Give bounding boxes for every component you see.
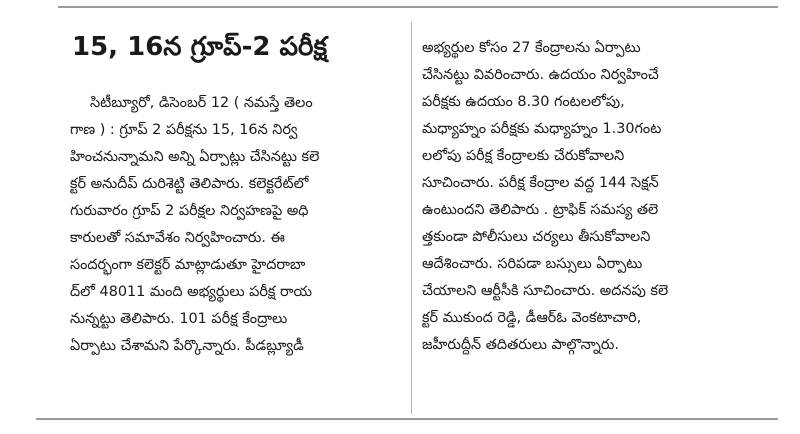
left-column: [70, 90, 406, 360]
left-line-7: సందర్భంగా కలెక్టర్ మాట్లాడుతూ హైదరాబా: [70, 257, 306, 273]
right-line-11: క్టర్ ముకుంద రెడ్డి, డీఆర్ఓ వెంకటాచారి,: [422, 310, 642, 326]
left-line-6: కారులతో సమావేశం నిర్వహించారు. ఈ: [70, 230, 285, 246]
left-line-1: సిటీబ్యూరో, డిసెంబర్ 12 ( నమస్తే తెలం: [90, 95, 313, 111]
right-line-5: లలోపు పరీక్ష కేంద్రాలకు చేరుకోవాలని: [422, 148, 625, 164]
right-line-9: ఆదేశించారు. సరిపడా బస్సులు ఏర్పాటు: [422, 256, 643, 272]
left-line-8: ద్‌లో 48011 మంది అభ్యర్థులు పరీక్ష రాయ: [70, 284, 313, 300]
right-line-10: చేయాలని ఆర్టీసీకి సూచించారు. అదనపు కలె: [422, 283, 669, 299]
right-line-1: అభ్యర్థుల కోసం 27 కేంద్రాలను ఏర్పాటు: [422, 40, 641, 56]
right-line-8: త్తకుండా పోలీసులు చర్యలు తీసుకోవాలని: [422, 229, 651, 245]
right-line-3: పరీక్షకు ఉదయం 8.30 గంటలలోపు,: [422, 94, 625, 110]
top-rule: [58, 6, 778, 8]
left-line-5: గురువారం గ్రూప్ 2 పరీక్షల నిర్వహణపై అధి: [70, 203, 309, 219]
right-line-7: ఉంటుందని తెలిపారు . ట్రాఫిక్ సమస్య తలె: [422, 202, 659, 218]
left-line-9: నున్నట్టు తెలిపారు. 101 పరీక్ష కేంద్రాలు: [70, 311, 288, 327]
left-line-3: హించనున్నామని అన్ని ఏర్పాట్లు చేసినట్టు కలె: [70, 149, 320, 165]
right-line-12: జహీరుద్దీన్ తదితరులు పాల్గొన్నారు.: [422, 337, 619, 353]
right-line-4: మధ్యాహ్నం పరీక్షకు మధ్యాహ్నం 1.30గంట: [422, 121, 662, 137]
right-line-6: సూచించారు. పరీక్ష కేంద్రాల వద్ద 144 సెక్షన్: [422, 175, 659, 191]
bottom-rule: [36, 418, 778, 420]
left-line-2: గాణ ) : గ్రూప్ 2 పరీక్షను 15, 16న నిర్వ: [70, 122, 298, 138]
headline: 15, 16న గ్రూప్-2 పరీక్ష: [72, 32, 328, 62]
column-divider: [411, 22, 412, 414]
left-line-10: ఏర్పాటు చేశామని పేర్కొన్నారు. పీడబ్ల్యూడీ: [70, 338, 304, 354]
right-column: [422, 35, 776, 359]
left-line-4: క్టర్ అనుదీప్ దురిశెట్టి తెలిపారు. కలెక్టరేట్‌లో: [70, 176, 309, 192]
right-line-2: చేసినట్టు వివరించారు. ఉదయం నిర్వహించే: [422, 67, 659, 83]
